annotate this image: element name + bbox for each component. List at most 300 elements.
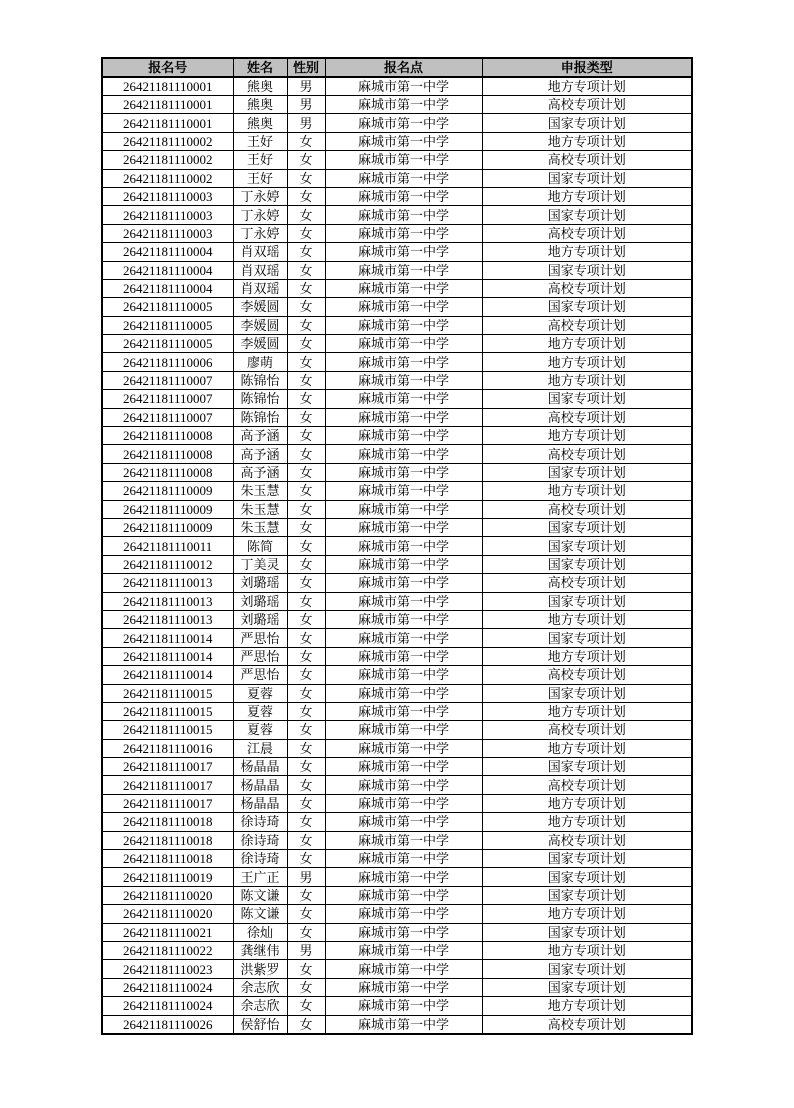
reg-no-cell: 26421181110008: [102, 463, 233, 481]
gender-cell: 女: [287, 371, 325, 389]
table-row: [102, 96, 692, 114]
name-cell: 徐诗琦: [233, 813, 287, 831]
gender-cell: 女: [287, 610, 325, 628]
reg-no-cell: 26421181110014: [102, 666, 233, 684]
gender-cell: 女: [287, 997, 325, 1015]
gender-cell: 女: [287, 574, 325, 592]
table-row: [102, 279, 692, 297]
table-row: [102, 555, 692, 573]
reg-no-cell: 26421181110009: [102, 500, 233, 518]
table-row: [102, 335, 692, 353]
table-row: [102, 206, 692, 224]
site-cell: 麻城市第一中学: [325, 574, 482, 592]
gender-cell: 女: [287, 831, 325, 849]
site-cell: 麻城市第一中学: [325, 77, 482, 96]
reg-no-cell: 26421181110013: [102, 610, 233, 628]
site-cell: 麻城市第一中学: [325, 187, 482, 205]
gender-cell: 女: [287, 905, 325, 923]
gender-cell: 女: [287, 684, 325, 702]
gender-cell: 女: [287, 739, 325, 757]
gender-cell: 女: [287, 243, 325, 261]
type-cell: 国家专项计划: [482, 298, 692, 316]
reg-no-cell: 26421181110002: [102, 151, 233, 169]
reg-no-cell: 26421181110004: [102, 243, 233, 261]
table-row: [102, 960, 692, 978]
gender-cell: 女: [287, 390, 325, 408]
site-cell: 麻城市第一中学: [325, 592, 482, 610]
name-cell: 严思怡: [233, 647, 287, 665]
reg-no-cell: 26421181110020: [102, 905, 233, 923]
gender-cell: 女: [287, 886, 325, 904]
gender-cell: 女: [287, 758, 325, 776]
type-cell: 高校专项计划: [482, 408, 692, 426]
reg-no-cell: 26421181110014: [102, 647, 233, 665]
type-cell: 地方专项计划: [482, 482, 692, 500]
site-cell: 麻城市第一中学: [325, 169, 482, 187]
type-cell: 高校专项计划: [482, 151, 692, 169]
table-row: [102, 445, 692, 463]
gender-cell: 女: [287, 206, 325, 224]
gender-cell: 女: [287, 978, 325, 996]
reg-no-cell: 26421181110002: [102, 132, 233, 150]
reg-no-cell: 26421181110021: [102, 923, 233, 941]
reg-no-cell: 26421181110005: [102, 316, 233, 334]
gender-cell: 女: [287, 463, 325, 481]
name-cell: 徐诗琦: [233, 831, 287, 849]
table-row: [102, 77, 692, 96]
name-cell: 严思怡: [233, 666, 287, 684]
site-cell: 麻城市第一中学: [325, 206, 482, 224]
gender-cell: 女: [287, 537, 325, 555]
site-cell: 麻城市第一中学: [325, 702, 482, 720]
gender-cell: 女: [287, 1015, 325, 1034]
site-cell: 麻城市第一中学: [325, 629, 482, 647]
site-cell: 麻城市第一中学: [325, 721, 482, 739]
gender-cell: 女: [287, 279, 325, 297]
reg-no-cell: 26421181110003: [102, 224, 233, 242]
type-cell: 高校专项计划: [482, 1015, 692, 1034]
reg-no-cell: 26421181110004: [102, 279, 233, 297]
site-cell: 麻城市第一中学: [325, 776, 482, 794]
type-cell: 高校专项计划: [482, 96, 692, 114]
type-cell: 地方专项计划: [482, 739, 692, 757]
table-row: [102, 427, 692, 445]
table-row: [102, 684, 692, 702]
type-cell: 高校专项计划: [482, 445, 692, 463]
type-cell: 地方专项计划: [482, 610, 692, 628]
reg-no-cell: 26421181110018: [102, 850, 233, 868]
name-cell: 陈文谦: [233, 905, 287, 923]
name-cell: 肖双瑶: [233, 243, 287, 261]
name-cell: 刘璐瑶: [233, 592, 287, 610]
table-row: [102, 390, 692, 408]
type-cell: 国家专项计划: [482, 923, 692, 941]
type-cell: 地方专项计划: [482, 243, 692, 261]
type-cell: 国家专项计划: [482, 758, 692, 776]
gender-cell: 女: [287, 408, 325, 426]
reg-no-cell: 26421181110001: [102, 96, 233, 114]
gender-cell: 女: [287, 353, 325, 371]
table-row: [102, 776, 692, 794]
type-cell: 地方专项计划: [482, 647, 692, 665]
table-row: [102, 997, 692, 1015]
gender-cell: 女: [287, 500, 325, 518]
name-cell: 王广正: [233, 868, 287, 886]
table-row: [102, 574, 692, 592]
table-row: [102, 132, 692, 150]
name-cell: 洪紫罗: [233, 960, 287, 978]
type-cell: 高校专项计划: [482, 279, 692, 297]
site-cell: 麻城市第一中学: [325, 390, 482, 408]
table-row: [102, 187, 692, 205]
table-row: [102, 978, 692, 996]
name-cell: 熊奥: [233, 96, 287, 114]
type-cell: 高校专项计划: [482, 666, 692, 684]
name-cell: 徐诗琦: [233, 850, 287, 868]
table-row: [102, 224, 692, 242]
site-cell: 麻城市第一中学: [325, 96, 482, 114]
table-row: [102, 151, 692, 169]
site-cell: 麻城市第一中学: [325, 647, 482, 665]
site-cell: 麻城市第一中学: [325, 132, 482, 150]
type-cell: 地方专项计划: [482, 371, 692, 389]
table-row: [102, 629, 692, 647]
reg-no-cell: 26421181110017: [102, 758, 233, 776]
site-cell: 麻城市第一中学: [325, 463, 482, 481]
table-row: [102, 813, 692, 831]
gender-cell: 女: [287, 298, 325, 316]
name-cell: 丁永婷: [233, 224, 287, 242]
reg-no-cell: 26421181110011: [102, 537, 233, 555]
site-cell: 麻城市第一中学: [325, 224, 482, 242]
type-cell: 国家专项计划: [482, 978, 692, 996]
name-cell: 高予涵: [233, 463, 287, 481]
table-row: [102, 831, 692, 849]
gender-cell: 女: [287, 647, 325, 665]
site-cell: 麻城市第一中学: [325, 978, 482, 996]
site-cell: 麻城市第一中学: [325, 960, 482, 978]
gender-cell: 女: [287, 482, 325, 500]
type-cell: 地方专项计划: [482, 905, 692, 923]
site-cell: 麻城市第一中学: [325, 537, 482, 555]
reg-no-cell: 26421181110003: [102, 206, 233, 224]
gender-cell: 女: [287, 629, 325, 647]
gender-cell: 女: [287, 923, 325, 941]
site-cell: 麻城市第一中学: [325, 758, 482, 776]
type-cell: 国家专项计划: [482, 850, 692, 868]
name-cell: 朱玉慧: [233, 518, 287, 536]
type-cell: 地方专项计划: [482, 335, 692, 353]
gender-cell: 女: [287, 132, 325, 150]
type-cell: 国家专项计划: [482, 390, 692, 408]
type-cell: 国家专项计划: [482, 463, 692, 481]
type-cell: 国家专项计划: [482, 629, 692, 647]
column-header-gender: 性别: [287, 58, 325, 77]
table-row: [102, 500, 692, 518]
reg-no-cell: 26421181110016: [102, 739, 233, 757]
table-row: [102, 647, 692, 665]
reg-no-cell: 26421181110004: [102, 261, 233, 279]
reg-no-cell: 26421181110018: [102, 831, 233, 849]
table-row: [102, 850, 692, 868]
table-row: [102, 1015, 692, 1034]
table-row: [102, 353, 692, 371]
gender-cell: 女: [287, 666, 325, 684]
name-cell: 夏蓉: [233, 702, 287, 720]
type-cell: 高校专项计划: [482, 316, 692, 334]
gender-cell: 女: [287, 555, 325, 573]
site-cell: 麻城市第一中学: [325, 886, 482, 904]
name-cell: 徐灿: [233, 923, 287, 941]
reg-no-cell: 26421181110008: [102, 427, 233, 445]
reg-no-cell: 26421181110023: [102, 960, 233, 978]
name-cell: 王好: [233, 132, 287, 150]
type-cell: 高校专项计划: [482, 574, 692, 592]
table-row: [102, 243, 692, 261]
reg-no-cell: 26421181110018: [102, 813, 233, 831]
table-row: [102, 298, 692, 316]
name-cell: 刘璐瑶: [233, 574, 287, 592]
name-cell: 廖萌: [233, 353, 287, 371]
type-cell: 国家专项计划: [482, 518, 692, 536]
name-cell: 刘璐瑶: [233, 610, 287, 628]
reg-no-cell: 26421181110024: [102, 997, 233, 1015]
name-cell: 夏蓉: [233, 684, 287, 702]
type-cell: 地方专项计划: [482, 997, 692, 1015]
name-cell: 李媛圆: [233, 298, 287, 316]
gender-cell: 男: [287, 941, 325, 959]
type-cell: 高校专项计划: [482, 224, 692, 242]
type-cell: 国家专项计划: [482, 537, 692, 555]
type-cell: 国家专项计划: [482, 886, 692, 904]
table-row: [102, 371, 692, 389]
site-cell: 麻城市第一中学: [325, 923, 482, 941]
table-body: [102, 77, 692, 1034]
gender-cell: 男: [287, 77, 325, 96]
gender-cell: 女: [287, 850, 325, 868]
table-row: [102, 463, 692, 481]
reg-no-cell: 26421181110007: [102, 390, 233, 408]
gender-cell: 男: [287, 114, 325, 132]
gender-cell: 男: [287, 96, 325, 114]
table-row: [102, 316, 692, 334]
name-cell: 高予涵: [233, 445, 287, 463]
applicants-table: [101, 57, 693, 1035]
name-cell: 丁永婷: [233, 187, 287, 205]
site-cell: 麻城市第一中学: [325, 555, 482, 573]
table-row: [102, 537, 692, 555]
reg-no-cell: 26421181110026: [102, 1015, 233, 1034]
type-cell: 地方专项计划: [482, 77, 692, 96]
site-cell: 麻城市第一中学: [325, 279, 482, 297]
gender-cell: 女: [287, 187, 325, 205]
site-cell: 麻城市第一中学: [325, 114, 482, 132]
site-cell: 麻城市第一中学: [325, 905, 482, 923]
site-cell: 麻城市第一中学: [325, 335, 482, 353]
gender-cell: 男: [287, 868, 325, 886]
name-cell: 余志欣: [233, 978, 287, 996]
gender-cell: 女: [287, 592, 325, 610]
type-cell: 地方专项计划: [482, 132, 692, 150]
reg-no-cell: 26421181110022: [102, 941, 233, 959]
name-cell: 朱玉慧: [233, 482, 287, 500]
type-cell: 地方专项计划: [482, 353, 692, 371]
site-cell: 麻城市第一中学: [325, 427, 482, 445]
table-row: [102, 592, 692, 610]
table-row: [102, 941, 692, 959]
type-cell: 国家专项计划: [482, 868, 692, 886]
type-cell: 高校专项计划: [482, 500, 692, 518]
gender-cell: 女: [287, 316, 325, 334]
name-cell: 杨晶晶: [233, 794, 287, 812]
site-cell: 麻城市第一中学: [325, 684, 482, 702]
name-cell: 龚继伟: [233, 941, 287, 959]
name-cell: 高予涵: [233, 427, 287, 445]
name-cell: 陈锦怡: [233, 371, 287, 389]
name-cell: 熊奥: [233, 77, 287, 96]
site-cell: 麻城市第一中学: [325, 445, 482, 463]
site-cell: 麻城市第一中学: [325, 739, 482, 757]
gender-cell: 女: [287, 427, 325, 445]
table-row: [102, 666, 692, 684]
table-row: [102, 721, 692, 739]
site-cell: 麻城市第一中学: [325, 850, 482, 868]
name-cell: 江晨: [233, 739, 287, 757]
site-cell: 麻城市第一中学: [325, 831, 482, 849]
site-cell: 麻城市第一中学: [325, 1015, 482, 1034]
gender-cell: 女: [287, 261, 325, 279]
reg-no-cell: 26421181110012: [102, 555, 233, 573]
reg-no-cell: 26421181110014: [102, 629, 233, 647]
table-row: [102, 905, 692, 923]
site-cell: 麻城市第一中学: [325, 353, 482, 371]
reg-no-cell: 26421181110001: [102, 77, 233, 96]
name-cell: 丁永婷: [233, 206, 287, 224]
type-cell: 国家专项计划: [482, 114, 692, 132]
name-cell: 严思怡: [233, 629, 287, 647]
table-row: [102, 261, 692, 279]
table-header: [102, 58, 692, 77]
site-cell: 麻城市第一中学: [325, 298, 482, 316]
table-row: [102, 923, 692, 941]
name-cell: 朱玉慧: [233, 500, 287, 518]
reg-no-cell: 26421181110002: [102, 169, 233, 187]
reg-no-cell: 26421181110007: [102, 408, 233, 426]
table-row: [102, 758, 692, 776]
column-header-type: 申报类型: [482, 58, 692, 77]
site-cell: 麻城市第一中学: [325, 482, 482, 500]
table-row: [102, 610, 692, 628]
table-row: [102, 886, 692, 904]
name-cell: 王好: [233, 169, 287, 187]
gender-cell: 女: [287, 702, 325, 720]
type-cell: 地方专项计划: [482, 794, 692, 812]
gender-cell: 女: [287, 445, 325, 463]
type-cell: 国家专项计划: [482, 169, 692, 187]
gender-cell: 女: [287, 813, 325, 831]
table-row: [102, 794, 692, 812]
site-cell: 麻城市第一中学: [325, 794, 482, 812]
reg-no-cell: 26421181110001: [102, 114, 233, 132]
reg-no-cell: 26421181110009: [102, 518, 233, 536]
name-cell: 夏蓉: [233, 721, 287, 739]
reg-no-cell: 26421181110017: [102, 776, 233, 794]
reg-no-cell: 26421181110006: [102, 353, 233, 371]
table-row: [102, 482, 692, 500]
reg-no-cell: 26421181110015: [102, 684, 233, 702]
reg-no-cell: 26421181110015: [102, 721, 233, 739]
table-row: [102, 702, 692, 720]
gender-cell: 女: [287, 335, 325, 353]
type-cell: 地方专项计划: [482, 813, 692, 831]
type-cell: 高校专项计划: [482, 831, 692, 849]
header-row: [102, 58, 692, 77]
reg-no-cell: 26421181110017: [102, 794, 233, 812]
site-cell: 麻城市第一中学: [325, 997, 482, 1015]
gender-cell: 女: [287, 224, 325, 242]
gender-cell: 女: [287, 518, 325, 536]
site-cell: 麻城市第一中学: [325, 408, 482, 426]
column-header-site: 报名点: [325, 58, 482, 77]
name-cell: 侯舒怡: [233, 1015, 287, 1034]
type-cell: 地方专项计划: [482, 187, 692, 205]
site-cell: 麻城市第一中学: [325, 941, 482, 959]
type-cell: 高校专项计划: [482, 721, 692, 739]
name-cell: 杨晶晶: [233, 758, 287, 776]
reg-no-cell: 26421181110019: [102, 868, 233, 886]
reg-no-cell: 26421181110005: [102, 335, 233, 353]
table-row: [102, 518, 692, 536]
type-cell: 国家专项计划: [482, 206, 692, 224]
reg-no-cell: 26421181110015: [102, 702, 233, 720]
site-cell: 麻城市第一中学: [325, 813, 482, 831]
gender-cell: 女: [287, 960, 325, 978]
reg-no-cell: 26421181110007: [102, 371, 233, 389]
site-cell: 麻城市第一中学: [325, 500, 482, 518]
site-cell: 麻城市第一中学: [325, 666, 482, 684]
site-cell: 麻城市第一中学: [325, 868, 482, 886]
table-row: [102, 408, 692, 426]
site-cell: 麻城市第一中学: [325, 261, 482, 279]
name-cell: 熊奥: [233, 114, 287, 132]
reg-no-cell: 26421181110009: [102, 482, 233, 500]
table-row: [102, 868, 692, 886]
gender-cell: 女: [287, 169, 325, 187]
name-cell: 王好: [233, 151, 287, 169]
name-cell: 肖双瑶: [233, 279, 287, 297]
name-cell: 丁美灵: [233, 555, 287, 573]
column-header-reg-no: 报名号: [102, 58, 233, 77]
type-cell: 地方专项计划: [482, 427, 692, 445]
name-cell: 李媛圆: [233, 335, 287, 353]
name-cell: 陈文谦: [233, 886, 287, 904]
site-cell: 麻城市第一中学: [325, 151, 482, 169]
site-cell: 麻城市第一中学: [325, 518, 482, 536]
type-cell: 国家专项计划: [482, 684, 692, 702]
reg-no-cell: 26421181110003: [102, 187, 233, 205]
gender-cell: 女: [287, 776, 325, 794]
table-row: [102, 739, 692, 757]
reg-no-cell: 26421181110020: [102, 886, 233, 904]
type-cell: 国家专项计划: [482, 261, 692, 279]
site-cell: 麻城市第一中学: [325, 316, 482, 334]
column-header-name: 姓名: [233, 58, 287, 77]
type-cell: 地方专项计划: [482, 941, 692, 959]
site-cell: 麻城市第一中学: [325, 371, 482, 389]
table-row: [102, 114, 692, 132]
gender-cell: 女: [287, 794, 325, 812]
type-cell: 国家专项计划: [482, 555, 692, 573]
